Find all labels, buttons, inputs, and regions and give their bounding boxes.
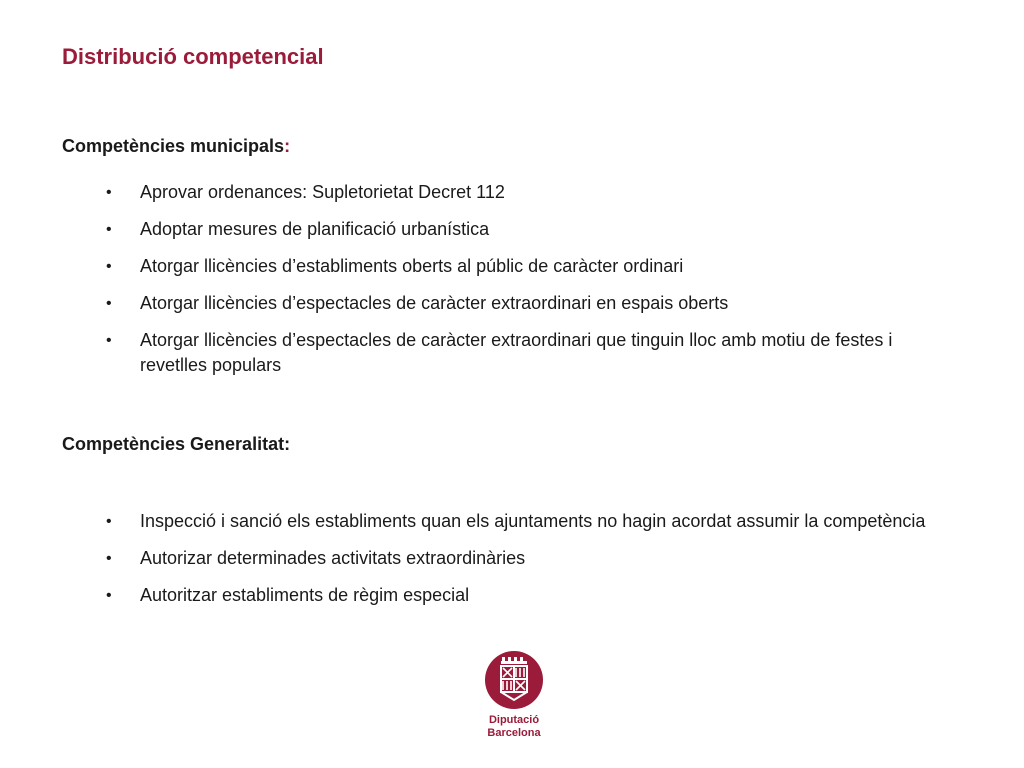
bullet-marker: •	[106, 513, 112, 530]
list-item	[104, 291, 934, 316]
list-item-text: Atorgar llicències d’espectacles de caràcter extraordinari en espais oberts	[140, 293, 729, 313]
logo-wordmark	[470, 714, 558, 740]
diputacio-barcelona-logo	[470, 650, 558, 740]
section-heading-generalitat-text: Competències Generalitat	[62, 434, 285, 454]
municipal-competences-list	[104, 180, 934, 390]
list-item	[104, 583, 934, 608]
list-item	[104, 180, 934, 205]
bullet-marker: •	[106, 332, 112, 349]
bullet-marker: •	[106, 550, 112, 567]
list-item	[104, 217, 934, 242]
list-item-text: Atorgar llicències d’espectacles de caràcter extraordinari que tinguin lloc amb motiu de festes i revetlles populars	[140, 330, 893, 375]
bullet-marker: •	[106, 184, 112, 201]
page-title: Distribució competencial	[62, 44, 324, 69]
list-item-text: Autoritzar establiments de règim especial	[140, 585, 470, 605]
diputacio-barcelona-emblem-icon	[484, 650, 544, 710]
bullet-marker: •	[106, 258, 112, 275]
section-heading-generalitat	[62, 434, 290, 455]
bullet-marker: •	[106, 221, 112, 238]
list-item	[104, 509, 934, 534]
list-item-text: Aprovar ordenances: Supletorietat Decret 112	[140, 182, 505, 202]
heading-colon: :	[284, 434, 291, 454]
list-item-text: Adoptar mesures de planificació urbanística	[140, 219, 490, 239]
list-item	[104, 546, 934, 571]
section-heading-municipal	[62, 136, 290, 157]
heading-colon: :	[284, 136, 291, 156]
bullet-marker: •	[106, 295, 112, 312]
list-item-text: Atorgar llicències d’establiments oberts al públic de caràcter ordinari	[140, 256, 684, 276]
logo-line2: Barcelona	[487, 727, 541, 739]
generalitat-competences-list	[104, 509, 934, 620]
list-item	[104, 328, 934, 378]
bullet-marker: •	[106, 587, 112, 604]
list-item-text: Inspecció i sanció els establiments quan els ajuntaments no hagin acordat assumir la competència	[140, 511, 926, 531]
section-heading-municipal-text: Competències municipals	[62, 136, 285, 156]
list-item-text: Autorizar determinades activitats extraordinàries	[140, 548, 526, 568]
logo-line1: Diputació	[488, 714, 540, 726]
list-item	[104, 254, 934, 279]
